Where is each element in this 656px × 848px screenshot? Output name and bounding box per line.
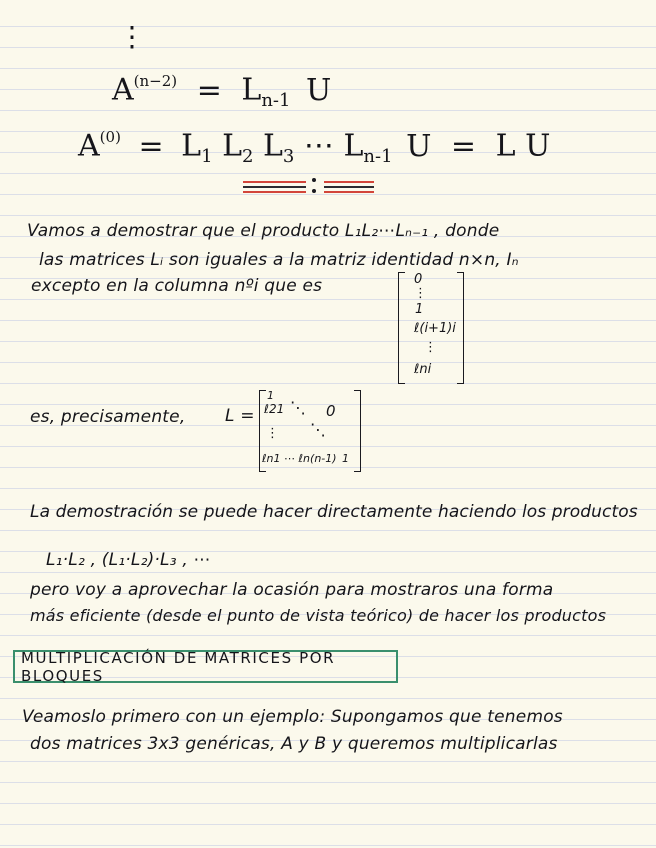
para5-line2: más eficiente (desde el punto de vista teórico) de hacer los productos: [30, 606, 607, 625]
column-vector-left-bracket: [398, 272, 405, 384]
eq1-U: U: [306, 72, 332, 108]
L-matrix-vdots: ⋮: [266, 426, 279, 441]
eq2-equals-b: =: [450, 128, 477, 164]
vector-entry-l-ni: ℓni: [414, 362, 432, 377]
eq2-L1: L: [181, 128, 202, 164]
eq2-equals: =: [138, 128, 164, 164]
L-matrix-zero: 0: [326, 402, 336, 420]
eq2-lhs-sup: (0): [99, 128, 121, 146]
para6-line1: Veamoslo primero con un ejemplo: Supongamos que tenemos: [22, 707, 563, 727]
L-matrix-row2: ℓ21: [264, 402, 285, 416]
para2-prefix: es, precisamente,: [30, 407, 186, 427]
para1-line2: las matrices Lᵢ son iguales a la matriz identidad n×n, Iₙ: [39, 250, 519, 270]
para3: La demostración se puede hacer directamente haciendo los productos: [30, 502, 638, 522]
eq1-lhs-sup: (n−2): [133, 72, 178, 90]
underline-dot-bottom: [312, 189, 316, 193]
vector-entry-vdots-bottom: ⋮: [424, 340, 437, 355]
eq2-L2-sub: 2: [242, 145, 254, 167]
L-matrix-bottom-right: 1: [342, 452, 349, 465]
underline-dot-top: [312, 178, 316, 182]
para5-line1: pero voy a aprovechar la ocasión para mostraros una forma: [30, 580, 554, 600]
eq2-L2: L: [222, 128, 242, 164]
column-vector-right-bracket: [457, 272, 464, 384]
underline-black-left: [243, 186, 306, 188]
eq1-lhs: A: [112, 72, 134, 108]
underline-black-right: [324, 186, 374, 188]
equation-two: [78, 128, 550, 167]
eq2-L1-sub: 1: [201, 145, 213, 167]
equation-one: [112, 72, 331, 111]
section-title: MULTIPLICACIÓN DE MATRICES POR BLOQUES: [21, 648, 336, 685]
para4-products: L₁·L₂ , (L₁·L₂)·L₃ , ⋯: [46, 550, 211, 570]
eq2-dots: ⋯: [303, 128, 334, 164]
underline-red-left-bottom: [243, 191, 306, 193]
L-matrix-name: L =: [225, 406, 255, 426]
eq2-U: U: [406, 128, 432, 164]
vertical-ellipsis: ⋮: [118, 20, 146, 53]
vector-entry-one: 1: [415, 302, 424, 317]
eq1-L-sub: n-1: [261, 89, 291, 111]
L-matrix-right-bracket: [354, 390, 361, 472]
section-title-box: [13, 650, 398, 683]
vector-entry-zero: 0: [414, 272, 423, 287]
underline-red-right-bottom: [324, 191, 374, 193]
eq2-L3: L: [263, 128, 283, 164]
L-matrix-diag-top: ⋱: [290, 398, 306, 417]
eq1-L: L: [241, 72, 262, 108]
vector-entry-vdots-top: ⋮: [414, 286, 427, 301]
L-matrix-top-left: 1: [267, 389, 274, 402]
underline-red-left-top: [243, 181, 306, 183]
vector-entry-l-i1-i: ℓ(i+1)i: [414, 321, 456, 336]
L-matrix-diag-bottom: ⋱: [310, 420, 326, 439]
eq1-equals: =: [196, 72, 222, 108]
eq2-Ln1: L: [343, 128, 364, 164]
para1-line3: excepto en la columna nºi que es: [31, 276, 323, 296]
eq2-Ln1-sub: n-1: [363, 145, 393, 167]
eq2-lhs: A: [78, 128, 100, 164]
para1-line1: Vamos a demostrar que el producto L₁L₂⋯Lₙ₋₁ , donde: [27, 221, 500, 241]
L-matrix-bottom-left: ℓn1 ⋯ ℓn(n-1): [262, 452, 337, 465]
eq2-result: L U: [495, 128, 551, 164]
para6-line2: dos matrices 3x3 genéricas, A y B y queremos multiplicarlas: [30, 734, 558, 754]
eq2-L3-sub: 3: [282, 145, 295, 167]
underline-red-right-top: [324, 181, 374, 183]
